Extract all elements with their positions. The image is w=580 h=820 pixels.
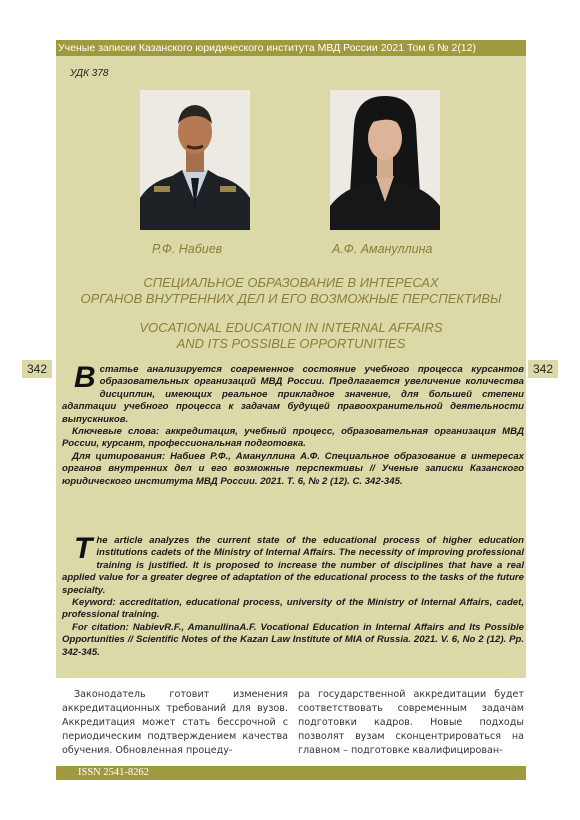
author-photo-1: [140, 90, 250, 230]
article-title-ru: [56, 275, 526, 307]
author-name-2: А.Ф. Амануллина: [332, 242, 433, 256]
abstract-en-keywords: Keyword: accreditation, educational process, university of the Ministry of Internal Affairs, cadet, professional training.: [62, 597, 524, 621]
abstract-en: [62, 532, 524, 659]
abstract-en-text: he article analyzes the current state of the educational process of higher education institutions cadets of the Ministry of Internal Affairs. The necessity of improving professional training is justified. It is proposed to increase the number of disciplines that have a real applied value for a greater degree of adaptation of the educational process to the tasks of the future specialty.: [62, 535, 524, 596]
body-column-1: Законодатель готовит изменения аккредитационных требований для вузов. Аккредитация может стать бессрочной с периодическим подтверждением качества обучения. Обновленная процеду-: [62, 689, 288, 756]
issn-label: ISSN 2541-8262: [78, 767, 149, 778]
page-number-left: 342: [22, 360, 52, 378]
title-en-line-1: VOCATIONAL EDUCATION IN INTERNAL AFFAIRS: [139, 320, 443, 335]
journal-title-line: Ученые записки Казанского юридического института МВД России 2021 Том 6 № 2(12): [58, 42, 476, 54]
author-photo-2: [330, 90, 440, 230]
journal-header-bar: [56, 40, 526, 56]
abstract-ru-dropcap: В: [74, 361, 96, 394]
title-en-line-2: AND ITS POSSIBLE OPPORTUNITIES: [176, 336, 406, 351]
body-column-2: ра государственной аккредитации будет соответствовать современным задачам подготовки кадров. Новые подходы позволят вузам сконцентрироваться на главном – подготовке квалифицирован-: [298, 689, 524, 756]
abstract-ru-text: статье анализируется современное состояние учебного процесса курсантов образовательных организаций МВД России. Предлагается увеличение количества дисциплин, имеющих реальное прикладное значение, для большей степени адаптации учебного процесса к задачам будущей правоохранительной деятельности выпускников.: [62, 364, 524, 425]
abstract-ru: [62, 361, 524, 488]
title-ru-line-2: ОРГАНОВ ВНУТРЕННИХ ДЕЛ И ЕГО ВОЗМОЖНЫЕ ПЕРСПЕКТИВЫ: [80, 291, 502, 306]
author-name-1: Р.Ф. Набиев: [152, 242, 223, 256]
page-number-right: 342: [528, 360, 558, 378]
abstract-ru-keywords: Ключевые слова: аккредитация, учебный процесс, образовательная организация МВД России, курсант, профессиональная подготовка.: [62, 426, 524, 450]
abstract-en-citation: For citation: NabievR.F., AmanullinaA.F. Vocational Education in Internal Affairs and Its Possible Opportunities // Scientific Notes of the Kazan Law Institute of MIA of Russia. 2021. V. 6, No 2 (12). Pp. 342-345.: [62, 621, 524, 658]
abstract-ru-citation: Для цитирования: Набиев Р.Ф., Амануллина А.Ф. Специальное образование в интересах органов внутренних дел и его возможные перспективы // Ученые записки Казанского юридического института МВД России. 2021. Т. 6, № 2 (12). С. 342-345.: [62, 450, 524, 487]
abstract-en-dropcap: T: [74, 532, 93, 565]
title-ru-line-1: СПЕЦИАЛЬНОЕ ОБРАЗОВАНИЕ В ИНТЕРЕСАХ: [143, 275, 439, 290]
udk-code: УДК 378: [70, 68, 109, 79]
article-title-en: [56, 320, 526, 352]
footer-bar: [56, 766, 526, 780]
